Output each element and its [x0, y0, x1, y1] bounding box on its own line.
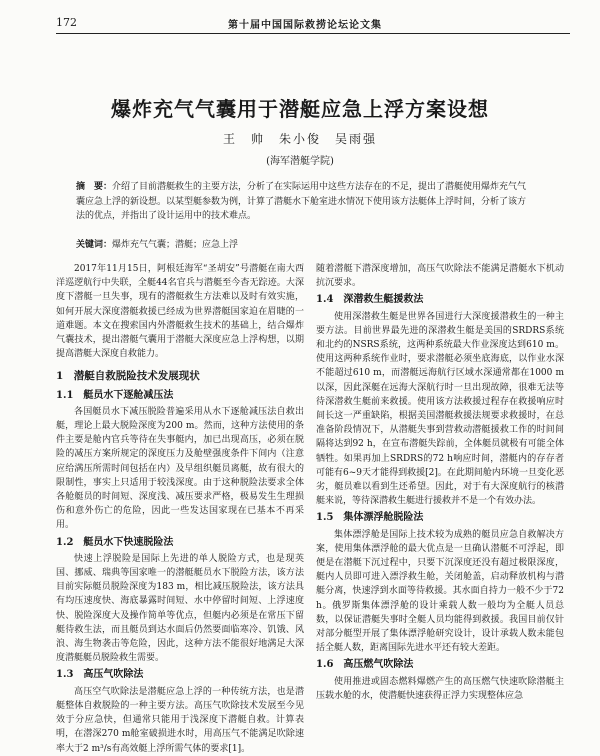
paragraph-1-3: 高压空气吹除法是潜艇应急上浮的一种传统方法，也是潜艇整体自救脱险的一种主要方法。高压气吹除技术发展至今见效于分应急快，但通常只能用于浅深度下潜艇自救。计算表明，在潜深270 m舱室破损进水时，用高压气不能满足吹除速率大于2 m³/s有高效艇上浮所需气体的要求[1]。 — [56, 686, 304, 754]
paragraph-1-6: 使用推进或固态燃料爆燃产生的高压燃气快速吹除潜艇主压载水舱的水，使潜艇快速获得正浮力实现整体应急 — [316, 676, 564, 701]
section-heading-1: 1 潜艇自救脱险技术发展现状 — [56, 370, 200, 383]
section-heading-1-2: 1.2 艇员水下快速脱险法 — [56, 536, 174, 548]
paragraph-1-2: 快速上浮脱险是国际上先进的单人脱险方式，也是现英国、挪威、瑞典等国家唯一的潜艇艇员水下脱险方法，该方法目前实际艇员脱险深度为183 m，相比减压脱险法，该方法具有均压速度快、海底暴露时间短、水中停留时间短、上浮速度快、脱险深度大及操作简单等优点，但艇内必须是在常压下留艇待救生法，而且艇员到达水面后仍然要面临寒冷、饥饿、风浪、海生物袭击等危险，因此，这种方法不能很好地满足大深度潜艇艇员脱险救生需要。 — [56, 553, 304, 664]
section-heading-1-3: 1.3 高压气吹除法 — [56, 669, 144, 681]
page-number: 172 — [56, 16, 77, 29]
abstract-text: 介绍了目前潜艇救生的主要方法，分析了在实际运用中这些方法存在的不足，提出了潜艇使用爆炸充气气囊应急上浮的新设想。以某型艇参数为例，计算了潜艇水下舱室进水情况下使用该方法艇体上浮时间，分析了该方法的优点，并指出了设计运用中的技术难点。 — [76, 182, 527, 221]
running-header: 第十届中国国际救捞论坛论文集 — [228, 20, 382, 31]
intro-paragraph: 2017年11月15日，阿根廷海军“圣胡安”号潜艇在南大西洋巡逻航行中失联，全艇44名官兵与潜艇至今杳无踪迹。大深度下潜艇一旦失事，现有的潜艇救生方法难以及时有效实施，如何开展大深度潜艇救援已经成为世界潜艇国家迫在眉睫的一道难题。本文在搜索国内外潜艇救生技术的基础上，结合爆炸气囊技术，提出潜艇气囊用于潜艇大深度应急上浮构想，以期提高潜艇大深度自救能力。 — [56, 264, 304, 360]
paragraph-1-1: 各国艇员水下减压脱险普遍采用从水下逐舱减压法自救出艇，理论上最大脱险深度为200 m。然而，这种方法使用的条件主要是舱内官兵等待在失事艇内，加已出现高压，必须在脱险的减压方案所规定的深度压力及舱壁强度条件下间内（注意应给满压所需时间包括在内）及早组织艇员离艇，故有很大的限制性，事实上只适用于较浅深度。由于这种脱险法要求全体各舱艇员的时间短、深度浅、减压要求严格，极易发生生理损伤和意外伤亡的危险，因此一些发达国家现在已基本不再采用。 — [56, 406, 304, 531]
paragraph-1-3-continued: 随着潜艇下潜深度增加，高压气吹除法不能满足潜艇水下机动抗沉要求。 — [316, 264, 564, 289]
section-heading-1-4: 1.4 深潜救生艇援救法 — [316, 294, 424, 306]
keywords — [76, 238, 534, 252]
header-rule — [56, 33, 570, 34]
paragraph-1-4: 使用深潜救生艇是世界各国进行大深度援潜救生的一种主要方法。目前世界最先进的深潜救生艇是美国的SRDRS系统和北约的NSRS系统，这两种系统最大作业深度达到610 m。使用这两种系统作业时，要求潜艇必须坐底海底，以作业水深不能超过610 m，而潜艇远海航行区域水深通常都在1000 m以深，因此深艇在远海大深航行时一旦出现故障，很难无法等待深潜救生艇前来救援。使用该方法救援过程存在救援响应时间长这一严重缺陷，根据美国潜艇救援法规要求救援时，在总准备阶段情况下，从潜艇失事到营救动潜艇援救工作的时间间隔将达到92 h，在宣布潜艇失踪前，全体艇员就极有可能全体牺牲。如果再加上SRDRS的72 h响应时间，潜艇内的存存者可能有6~9天才能得到救援[2]。在此期间舱内环境一旦变化恶劣，艇员难以看到生还希望。因此，对于有大深度航行的核潜艇来说，等待深潜救生艇进行援救并不是一个有效办法。 — [316, 311, 564, 507]
left-column — [56, 262, 304, 756]
keywords-label: 关键词： — [76, 240, 113, 250]
right-column — [316, 262, 564, 703]
page-header — [56, 14, 570, 34]
abstract-label: 摘 要： — [76, 182, 113, 192]
section-heading-1-6: 1.6 高压燃气吹除法 — [316, 659, 414, 671]
authors: 王 帅 朱小俊 吴雨强 — [222, 132, 377, 146]
section-heading-1-5: 1.5 集体漂浮舱脱险法 — [316, 512, 424, 524]
abstract — [76, 180, 534, 224]
paper-title: 爆炸充气气囊用于潜艇应急上浮方案设想 — [111, 97, 489, 121]
keywords-text: 爆炸充气气囊；潜艇；应急上浮 — [112, 240, 239, 250]
section-heading-1-1: 1.1 艇员水下逐舱减压法 — [56, 389, 174, 401]
paragraph-1-5: 集体漂浮舱是国际上技术较为成熟的艇员应急自救解决方案，使用集体漂浮舱的最大优点是一旦确认潜艇不可浮起，即便是在潜艇下沉过程中，只要下沉深度还没有超过极限深度，艇内人员即可进入漂浮救生舱，关闭舱盖，启动释放机构与潜艇分离，快速浮到水面等待救援。其水面自持力一般不少于72 h。俄罗斯集体漂浮舱的设计乘载人数一般均为全艇人员总数，以保证潜艇失事时全艇人员均能得到救援。我国目前仅针对部分艇型开展了集体漂浮舱研究设计，设计承载人数未能包括全艇人数，距离国际先进水平还有较大差距。 — [316, 529, 564, 654]
affiliation: (海军潜艇学院) — [266, 156, 334, 167]
